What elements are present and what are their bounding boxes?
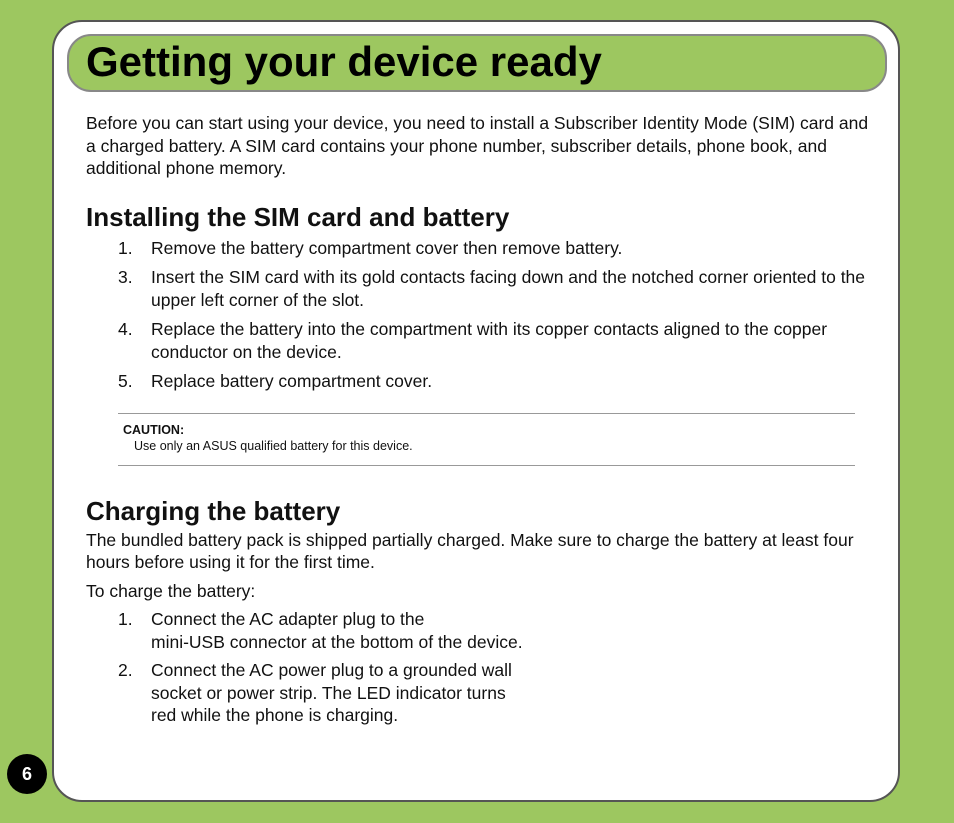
charging-step [86, 659, 876, 727]
caution-text: Use only an ASUS qualified battery for this device. [134, 438, 413, 453]
step-text: Replace battery compartment cover. [151, 371, 433, 391]
install-heading: Installing the SIM card and battery [86, 201, 510, 232]
page-title: Getting your device ready [86, 38, 602, 85]
step-number: 5. [118, 371, 133, 391]
charging-intro: The bundled battery pack is shipped partially charged. Make sure to charge the battery at least four hours before using it for the first time. [86, 529, 854, 572]
intro-paragraph: Before you can start using your device, you need to install a Subscriber Identity Mode (SIM) card and a charged battery. A SIM card contains your phone number, subscriber details, phone book, and additional phone memory. [86, 113, 869, 178]
install-step [86, 318, 876, 363]
step-text-line: Connect the AC power plug to a grounded wall [151, 660, 512, 680]
step-number: 1. [118, 609, 133, 629]
page-content [86, 112, 876, 727]
charging-lead: To charge the battery: [86, 580, 256, 601]
install-steps [86, 237, 876, 393]
step-text-line: Connect the AC adapter plug to the [151, 609, 425, 629]
step-text: Remove the battery compartment cover then remove battery. [151, 237, 623, 258]
caution-box [118, 413, 855, 466]
step-text-line: mini-USB connector at the bottom of the device. [151, 631, 523, 652]
step-text-line: red while the phone is charging. [151, 705, 399, 725]
step-text: Replace the battery into the compartment with its copper contacts aligned to the copper conductor on the device. [151, 319, 828, 362]
step-number: 1. [118, 237, 133, 258]
step-number: 2. [118, 660, 133, 680]
charging-heading: Charging the battery [86, 495, 341, 526]
install-step [86, 266, 876, 311]
charging-steps [86, 608, 876, 727]
step-number: 4. [118, 319, 133, 339]
step-text: Insert the SIM card with its gold contacts facing down and the notched corner oriented to the upper left corner of the slot. [151, 267, 866, 310]
step-number: 3. [118, 267, 133, 287]
page-number-badge: 6 [7, 754, 47, 794]
install-step [86, 237, 876, 260]
caution-label: CAUTION: [123, 422, 185, 437]
step-text-line: socket or power strip. The LED indicator turns [151, 682, 506, 703]
charging-step [86, 608, 876, 653]
install-step [86, 370, 876, 393]
